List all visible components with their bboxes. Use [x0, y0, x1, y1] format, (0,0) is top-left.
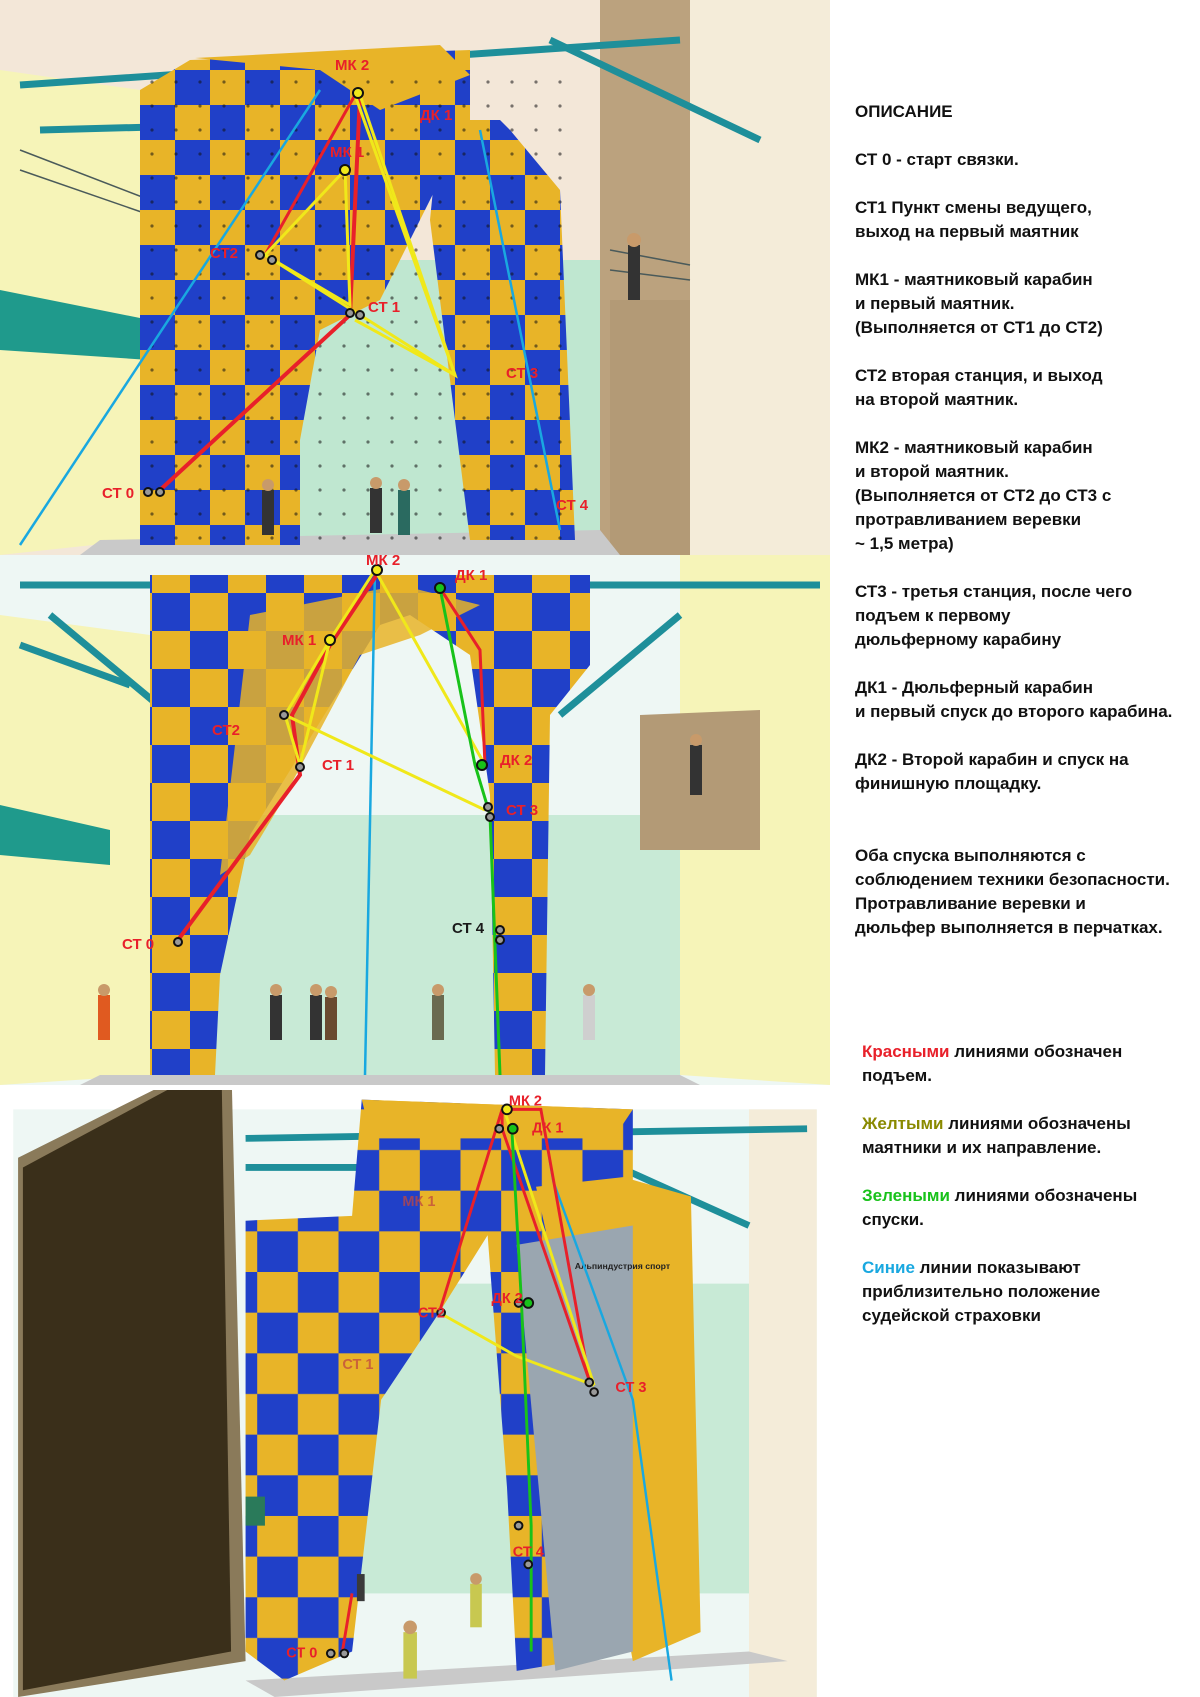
label-mk1: МК 1 [402, 1194, 436, 1211]
label-st2: СТ2 [417, 1305, 445, 1322]
legend-yellow [862, 1112, 1192, 1160]
legend-blue-key: Синие [862, 1258, 915, 1277]
description-item: МК2 - маятниковый карабин и второй маятник. (Выполняется от СТ2 до СТ3 с протравливанием веревки ~ 1,5 метра) [855, 438, 1112, 553]
label-dk1: ДК 1 [455, 567, 488, 584]
label-st1: СТ 1 [322, 757, 355, 774]
label-mk2: МК 2 [366, 555, 401, 569]
right-block-lower [610, 300, 690, 555]
legend-red [862, 1040, 1192, 1088]
label-dk1: ДК 1 [532, 1120, 564, 1137]
description-item: СТ2 вторая станция, и выход на второй маятник. [855, 366, 1103, 409]
description-title: ОПИСАНИЕ [855, 102, 953, 121]
description-item: СТ 0 - старт связки. [855, 150, 1019, 169]
left-partition-face [23, 1090, 231, 1690]
label-st2: СТ2 [212, 722, 240, 739]
legend-blue [862, 1256, 1192, 1328]
description-item: ДК1 - Дюльферный карабин и первый спуск до второго карабина. [855, 678, 1173, 721]
label-st0: СТ 0 [286, 1645, 318, 1662]
legend-green-key: Зелеными [862, 1186, 950, 1205]
description-item: СТ3 - третья станция, после чего подъем к первому дюльферному карабину [855, 582, 1133, 649]
label-dk1: ДК 1 [420, 107, 453, 124]
label-dk2: ДК 2 [500, 752, 533, 769]
right-wall [749, 1109, 817, 1697]
view-3-side [0, 1090, 830, 1697]
label-mk2: МК 2 [335, 57, 370, 74]
view-2-front [0, 555, 830, 1085]
label-st0: СТ 0 [102, 485, 135, 502]
label-mk1: МК 1 [282, 632, 317, 649]
label-st2: СТ2 [210, 245, 238, 262]
sign-text: Альпиндустрия спорт [574, 1261, 671, 1272]
label-st3: СТ 3 [506, 802, 539, 819]
label-st4: СТ 4 [556, 497, 589, 514]
description-item: ДК2 - Второй карабин и спуск на финишную площадку. [855, 750, 1129, 793]
label-mk2: МК 2 [508, 1093, 542, 1110]
label-st4: СТ 4 [512, 1544, 544, 1561]
label-st3: СТ 3 [615, 1380, 647, 1397]
legend-green [862, 1184, 1192, 1232]
floor [80, 1075, 700, 1085]
legend-blue-text: линии показывают приблизительно положение судейской страховки [862, 1258, 1101, 1325]
right-wall [690, 0, 830, 555]
label-st3: СТ 3 [506, 365, 539, 382]
legend-yellow-text: линиями обозначены маятники и их направление. [862, 1114, 1131, 1157]
door [246, 1497, 265, 1526]
view-1-front-left [0, 0, 830, 555]
description [855, 100, 1195, 964]
description-item: МК1 - маятниковый карабин и первый маятник. (Выполняется от СТ1 до СТ2) [855, 270, 1103, 337]
view-3-scene [0, 1090, 830, 1697]
label-st0: СТ 0 [122, 936, 155, 953]
description-item: СТ1 Пункт смены ведущего, выход на первый маятник [855, 198, 1092, 241]
label-st1: СТ 1 [368, 299, 401, 316]
view-2-scene [0, 555, 830, 1085]
legend-red-text: линиями обозначен подъем. [862, 1042, 1123, 1085]
legend-green-text: линиями обозначены спуски. [862, 1186, 1138, 1229]
label-dk2: ДК 2 [491, 1290, 523, 1307]
description-item: Оба спуска выполняются с соблюдением техники безопасности. Протравливание веревки и дюльфер выполняется в перчатках. [855, 846, 1170, 937]
view-1-scene [0, 0, 830, 555]
legend-yellow-key: Желтыми [862, 1114, 944, 1133]
label-st1: СТ 1 [342, 1356, 374, 1373]
label-st4: СТ 4 [452, 920, 485, 937]
color-legend [862, 1040, 1192, 1352]
legend-red-key: Красными [862, 1042, 950, 1061]
label-mk1: МК 1 [330, 144, 365, 161]
